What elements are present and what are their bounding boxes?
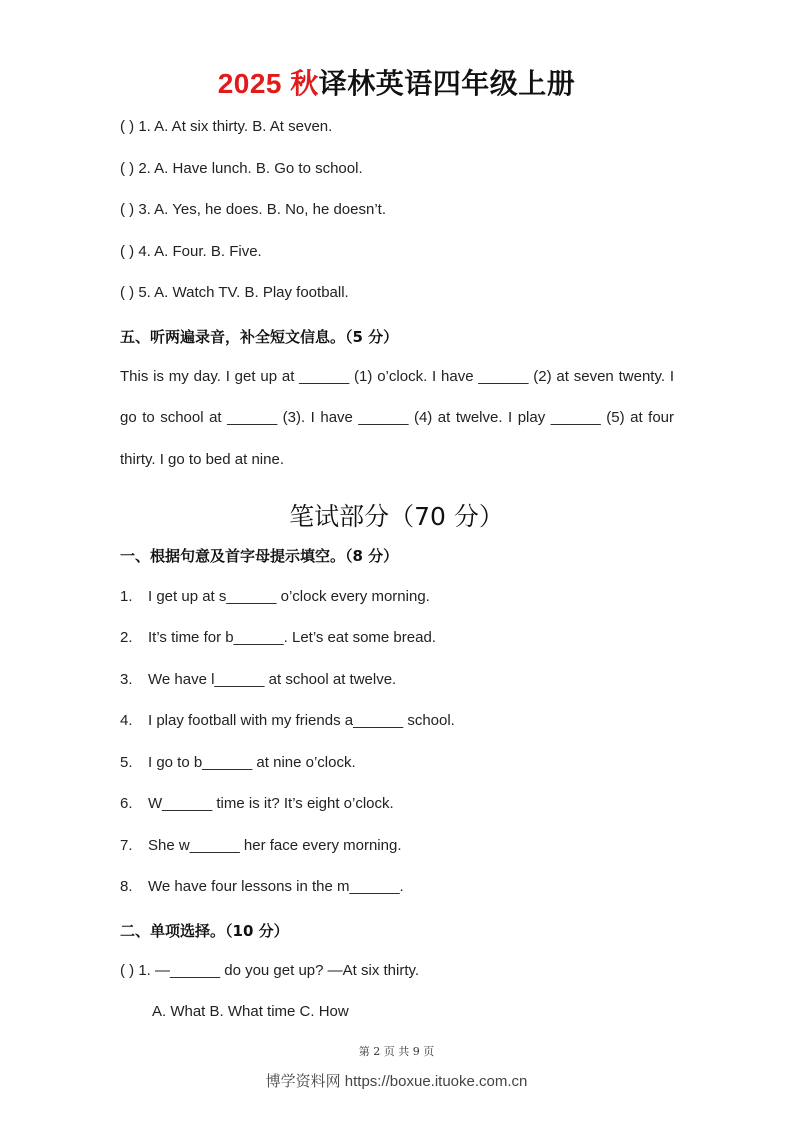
fill-item-3 — [120, 671, 396, 688]
part-one-heading: 一、根据句意及首字母提示填空。（8 分） — [120, 547, 399, 565]
item-text: I play football with my friends a______ school. — [148, 712, 455, 729]
item-number: 1. — [120, 588, 133, 605]
site-watermark: 博学资料网 https://boxue.ituoke.com.cn — [265, 1073, 528, 1090]
item-number: 4. — [120, 712, 133, 729]
listening-question-3: ( ) 3. A. Yes, he does. B. No, he doesn’t. — [120, 201, 387, 218]
item-text: W______ time is it? It’s eight o’clock. — [148, 795, 394, 812]
part-two-heading: 二、单项选择。（10 分） — [120, 922, 289, 940]
cloze-paragraph-line-1: This is my day. I get up at ______ (1) o’clock. I have ______ (2) at seven twenty. I — [120, 368, 674, 385]
page-number: 第 2 页 共 9 页 — [358, 1045, 435, 1058]
listening-question-5: ( ) 5. A. Watch TV. B. Play football. — [120, 284, 349, 301]
fill-item-8 — [120, 878, 404, 895]
fill-item-1 — [120, 588, 430, 605]
fill-item-2 — [120, 629, 436, 646]
listening-question-4: ( ) 4. A. Four. B. Five. — [120, 243, 262, 260]
item-number: 6. — [120, 795, 133, 812]
title-year: 2025 秋 — [217, 68, 319, 99]
choice-question-1: ( ) 1. —______ do you get up? —At six thirty. — [120, 962, 420, 979]
page-title — [0, 62, 793, 102]
fill-item-4 — [120, 712, 455, 729]
item-text: I go to b______ at nine o’clock. — [148, 754, 356, 771]
fill-item-7 — [120, 837, 401, 854]
item-number: 3. — [120, 671, 133, 688]
fill-item-6 — [120, 795, 394, 812]
fill-item-5 — [120, 754, 356, 771]
item-number: 5. — [120, 754, 133, 771]
item-text: We have four lessons in the m______. — [148, 878, 404, 895]
section-five-heading: 五、听两遍录音，补全短文信息。（5 分） — [120, 328, 399, 346]
item-number: 8. — [120, 878, 133, 895]
listening-question-1: ( ) 1. A. At six thirty. B. At seven. — [120, 118, 333, 135]
listening-question-2: ( ) 2. A. Have lunch. B. Go to school. — [120, 160, 363, 177]
item-text: I get up at s______ o’clock every morning. — [148, 588, 430, 605]
cloze-paragraph-line-2: go to school at ______ (3). I have ______ (4) at twelve. I play ______ (5) at four — [120, 409, 674, 426]
item-text: We have l______ at school at twelve. — [148, 671, 397, 688]
cloze-paragraph-line-3: thirty. I go to bed at nine. — [120, 451, 284, 468]
choice-question-1-options: A. What B. What time C. How — [152, 1003, 349, 1020]
item-number: 7. — [120, 837, 133, 854]
item-text: She w______ her face every morning. — [148, 837, 402, 854]
item-text: It’s time for b______. Let’s eat some bread. — [148, 629, 436, 646]
written-section-heading: 笔试部分（70 分） — [289, 502, 504, 531]
title-text: 译林英语四年级上册 — [318, 68, 576, 99]
item-number: 2. — [120, 629, 133, 646]
